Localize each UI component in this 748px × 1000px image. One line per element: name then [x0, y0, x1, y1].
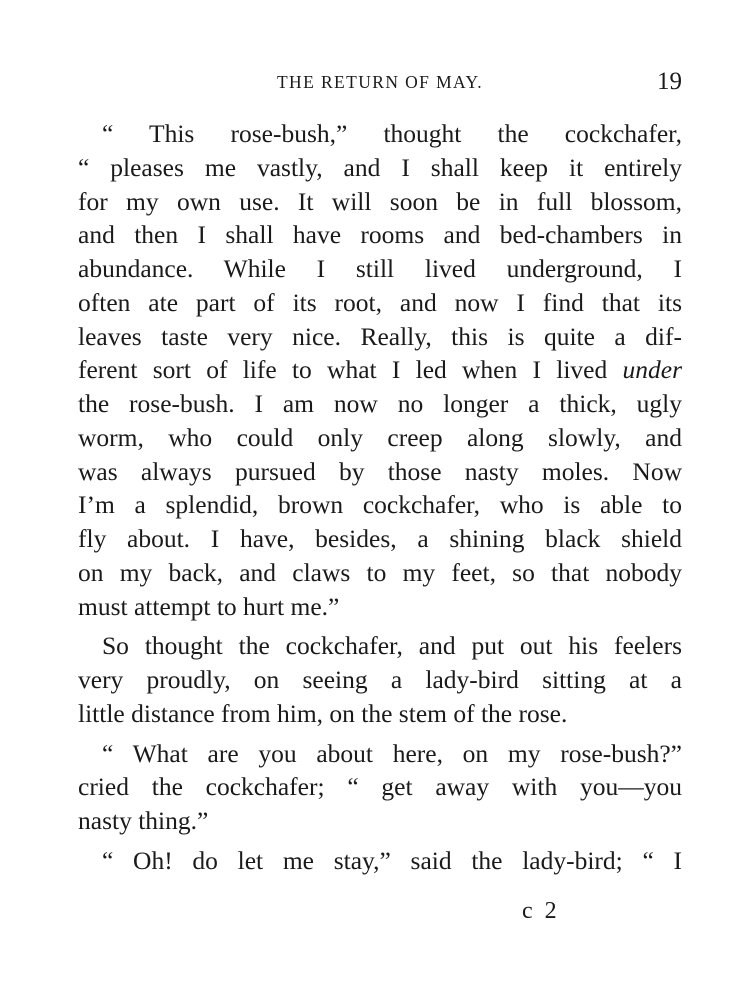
- paragraph-line: worm, who could only creep along slowly, and: [78, 422, 682, 452]
- signature-mark: c 2: [522, 898, 560, 924]
- paragraph-line: “ What are you about here, on my rose-bush?”: [102, 738, 682, 768]
- running-title: THE RETURN OF MAY.: [276, 72, 484, 92]
- paragraph-line: fly about. I have, besides, a shining black shield: [78, 524, 682, 553]
- paragraph-line: was always pursued by those nasty moles. Now: [78, 456, 682, 486]
- paragraph-line-with-italic: [78, 353, 682, 387]
- paragraph-line: often ate part of its root, and now I find that its: [78, 287, 682, 317]
- running-head: [78, 68, 682, 98]
- paragraph-line: leaves taste very nice. Really, this is quite a dif-: [78, 321, 682, 351]
- paragraph-line: little distance from him, on the stem of the rose.: [78, 698, 568, 728]
- paragraph-line: for my own use. It will soon be in full blossom,: [78, 186, 682, 216]
- paragraph-line: nasty thing.”: [78, 806, 209, 835]
- italic-word: under: [622, 355, 683, 385]
- paragraph-line: I’m a splendid, brown cockchafer, who is able to: [78, 490, 682, 520]
- paragraph-line: must attempt to hurt me.”: [78, 591, 340, 621]
- body-text: [78, 117, 682, 878]
- page-number: 19: [657, 68, 682, 95]
- paragraph-line: “ pleases me vastly, and I shall keep it entirely: [78, 152, 682, 182]
- paragraph-line: abundance. While I still lived underground, I: [78, 254, 682, 283]
- paragraph-line: and then I shall have rooms and bed-chambers in: [78, 220, 682, 250]
- paragraph-line: on my back, and claws to my feet, so that nobody: [78, 557, 682, 587]
- paragraph-line: So thought the cockchafer, and put out his feelers: [102, 631, 682, 661]
- line-text: ferent sort of life to what I led when I lived: [78, 355, 608, 385]
- paragraph-line: cried the cockchafer; “ get away with you—you: [78, 772, 682, 802]
- paragraph-line: “ Oh! do let me stay,” said the lady-bird; “ I: [102, 845, 682, 875]
- paragraph-line: “ This rose-bush,” thought the cockchafer,: [102, 119, 682, 148]
- paragraph-line: the rose-bush. I am now no longer a thick, ugly: [78, 389, 682, 418]
- paragraph-line: very proudly, on seeing a lady-bird sitting at a: [78, 665, 682, 694]
